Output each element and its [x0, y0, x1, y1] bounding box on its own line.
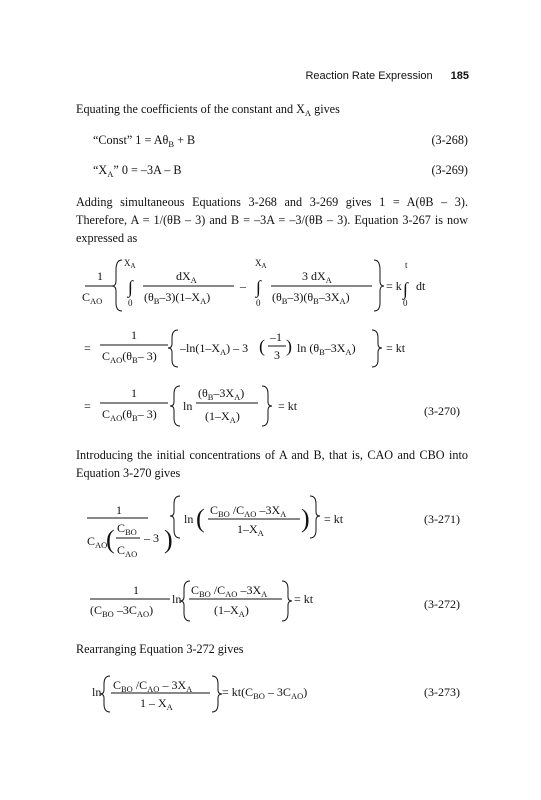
- svg-text:t: t: [405, 260, 408, 270]
- svg-text:CBO /CAO –3XA: $C_{BO}$ $/C_{AO}$ $-3X_A$: [191, 583, 268, 599]
- svg-text:0: 0: [128, 298, 133, 308]
- svg-text:CAO(θB– 3): $C_{AO}(\theta_B-$ 3): [102, 407, 157, 423]
- svg-text:1: 1: [133, 583, 139, 597]
- svg-text:(θB–3XA): $(\theta_B-3X_A)$: [198, 386, 245, 402]
- equation-3-271: [87, 496, 460, 559]
- svg-text:0: 0: [256, 298, 261, 308]
- svg-text:(: (: [196, 504, 205, 533]
- equation-3-268: “Const” $1 = A\theta_B + B$: [93, 133, 196, 149]
- svg-text:1: 1: [97, 269, 103, 283]
- svg-text:(: (: [106, 525, 115, 554]
- svg-text:dXA: $dX_A$: [176, 269, 197, 285]
- equation-intermediate: [84, 328, 406, 367]
- page-number: 185: [450, 70, 469, 82]
- paragraph-coefficients: Equating the coefficients of the constant and $X_A$ gives: [76, 102, 340, 118]
- svg-text:= kt: = kt: [324, 512, 344, 526]
- svg-text:CBO: $C_{BO}$: [117, 521, 137, 537]
- svg-text:): ): [286, 336, 292, 356]
- svg-text:CAO: $C_{AO}$: [117, 543, 138, 559]
- svg-text:(1–XA): $(1-X_A)$: [205, 409, 240, 425]
- svg-text:= kt(CBO – 3CAO): = $kt(C_{BO} - 3C_{AO})$: [222, 685, 308, 701]
- paragraph-adding: Adding simultaneous Equations 3-268 and 3-269 gives 1 = A(θB – 3). Therefore, A = 1/(θB – 3) and B = –3A = –3/(θB – 3). Equation 3-267 is now expressed as: [76, 195, 468, 245]
- equation-number: (3-268): [431, 133, 468, 147]
- svg-text:3 dXA: 3 $dX_A$: [302, 269, 332, 285]
- svg-text:0: 0: [403, 298, 408, 308]
- equation-3-272: [90, 581, 460, 621]
- svg-text:XA: $X_A$: [255, 258, 267, 270]
- equation-number: (3-271): [424, 512, 460, 526]
- equation-3-269: “$X_A$” 0 = –3A – B: [93, 163, 182, 179]
- svg-text:ln: ln: [183, 399, 193, 413]
- svg-text:): ): [164, 525, 173, 554]
- svg-text:ln: ln: [92, 685, 102, 699]
- svg-text:ln: ln: [172, 592, 182, 606]
- svg-text:ln: ln: [184, 512, 194, 526]
- svg-text:CAO: $C_{AO}$: [87, 534, 108, 550]
- svg-text:–1: –1: [270, 330, 282, 344]
- svg-text:–: –: [240, 279, 246, 293]
- svg-text:= kt: = kt: [294, 592, 314, 606]
- equation-number: (3-270): [424, 404, 460, 418]
- svg-text:1–XA: $1-X_A$: [237, 522, 264, 538]
- equation-3-267: [82, 258, 426, 311]
- svg-text:(CBO –3CAO): ($C_{BO}$ $-3C_{AO}$): [90, 603, 154, 619]
- svg-text:1: 1: [131, 386, 137, 400]
- svg-text:∫: ∫: [403, 279, 408, 299]
- svg-text:1: 1: [116, 503, 122, 517]
- svg-text:CBO /CAO –3XA: $C_{BO}$ $/C_{AO}$ $-3X_A$: [210, 503, 287, 519]
- svg-text:= kt: = kt: [278, 399, 298, 413]
- running-title: Reaction Rate Expression: [305, 70, 433, 82]
- svg-text:1: 1: [131, 328, 137, 342]
- equation-number: (3-269): [431, 163, 468, 177]
- svg-text:CAO(θB– 3): $C_{AO}(\theta_B-$ 3): [102, 349, 157, 365]
- svg-text:): ): [301, 504, 310, 533]
- equation-number: (3-273): [424, 685, 460, 699]
- svg-text:3: 3: [274, 348, 280, 362]
- svg-text:CBO /CAO – 3XA: $C_{BO}$ $/C_{AO} - 3X_A$: [113, 678, 193, 694]
- svg-text:XA: $X_A$: [124, 258, 136, 270]
- svg-text:(θB–3)(θB–3XA): $(\theta_B-3)(\theta_B-3X_A)$: [272, 290, 350, 306]
- svg-text:– 3: – 3: [144, 531, 159, 545]
- equation-number: (3-272): [424, 597, 460, 611]
- svg-text:∫: ∫: [256, 277, 261, 297]
- svg-text:dt: dt: [416, 279, 426, 293]
- svg-text:1 – XA: $1 - X_A$: [140, 696, 173, 712]
- svg-text:= k: = k: [386, 279, 402, 293]
- equation-3-270: [84, 386, 460, 426]
- svg-text:(1–XA): $(1-X_A)$: [214, 603, 249, 619]
- svg-text:ln (θB–3XA): $\ln (\theta_B-3X_A)$: [297, 341, 356, 357]
- svg-text:=: =: [84, 399, 91, 413]
- svg-text:(θB–3)(1–XA): $(\theta_B-3)(1-X_A)$: [144, 290, 211, 306]
- svg-text:= kt: = kt: [386, 341, 406, 355]
- svg-text:∫: ∫: [128, 277, 133, 297]
- svg-text:=: =: [84, 341, 91, 355]
- equation-3-273: [92, 676, 460, 712]
- paragraph-initial-concentrations: Introducing the initial concentrations of A and B, that is, CAO and CBO into Equation 3-270 gives: [76, 448, 468, 480]
- svg-text:CAO: $C_{AO}$: [82, 290, 103, 306]
- svg-text:(: (: [259, 336, 265, 356]
- svg-text:–ln(1–XA) – 3: $-\ln(1-X_A) - 3$: [180, 341, 249, 357]
- paragraph-rearranging: Rearranging Equation 3-272 gives: [76, 642, 244, 656]
